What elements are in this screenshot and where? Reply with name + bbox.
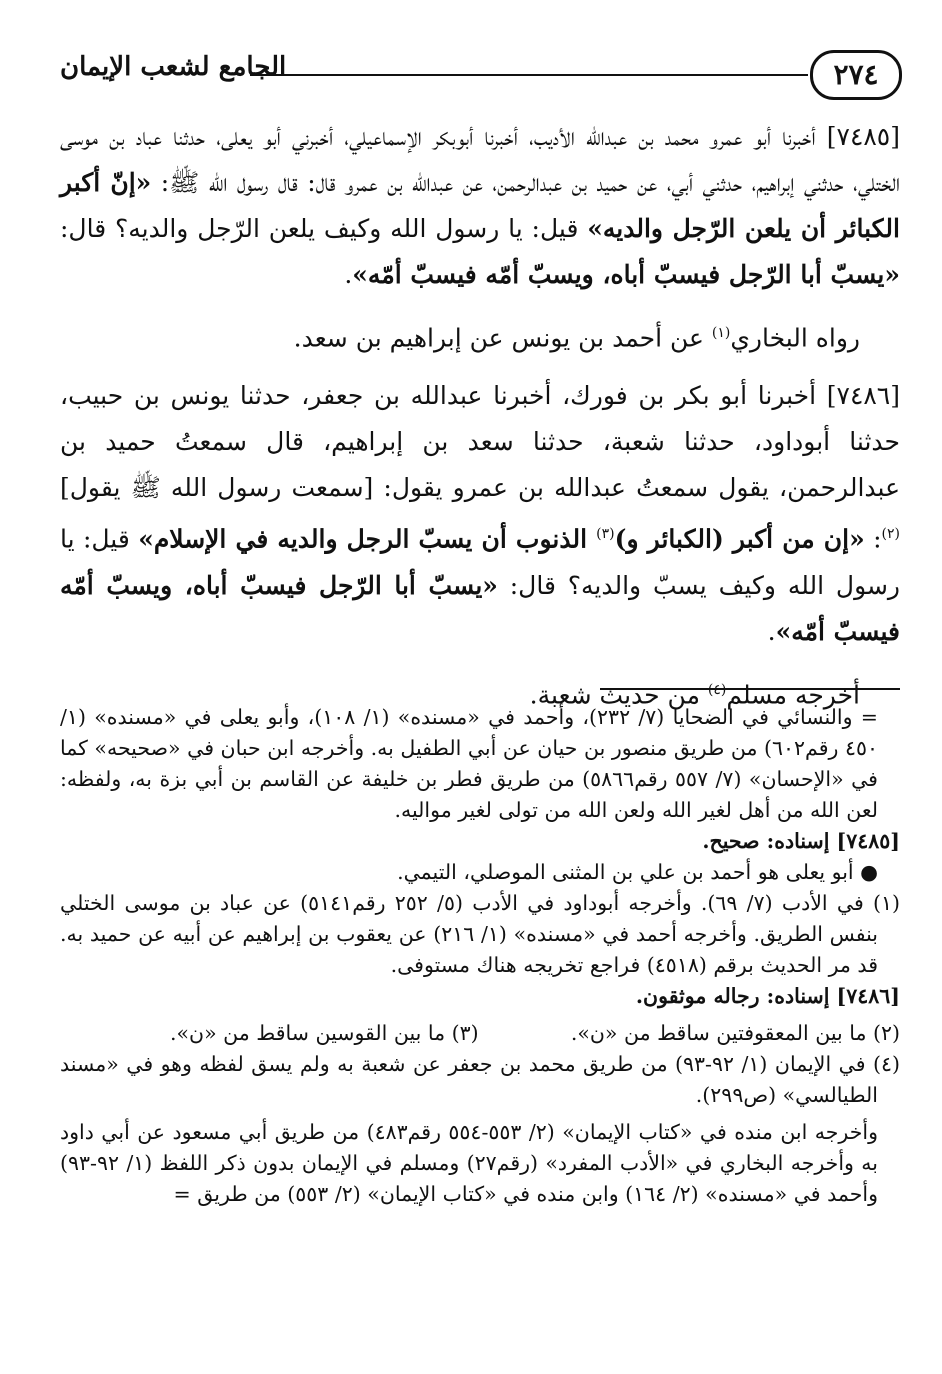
- isnad-grade-7486: [60, 981, 900, 1012]
- muslim-text-a: أخرجه مسلم: [726, 679, 860, 709]
- hadith-7486-colon: :: [864, 524, 882, 554]
- hadith-7486-matn-2: الذنوب أن يسبّ الرجل والديه في الإسلام»: [138, 524, 597, 554]
- footnote-1: (١) في الأدب (٧/ ٦٩). وأخرجه أبوداود في الأدب (٥/ ٢٥٢ رقم٥١٤١) عن عباد بن موسى الختلي بنفس الطريق. وأخرجه أحمد في «مسنده» (١/ ٢١٦) عن يعقوب بن إبراهيم عن أبيه عن حميد به. قد مر الحديث برقم (٤٥١٨) فراجع تخريجه هناك مستوفى.: [60, 891, 900, 977]
- hadith-7485-isnad: [٧٤٨٥] أخبرنا أبو عمرو محمد بن عبدالله الأديب، أخبرنا أبوبكر الإسماعيلي، أخبرني أبو يعلى، حدثنا عباد بن موسى الختلي، حدثني إبراهيم، حدثني أبي، عن حميد بن عبدالرحمن، عن عبدالله بن عمرو قال: قال رسول الله ﷺ:: [60, 122, 900, 197]
- isnad-value-7486: رجاله موثقون.: [635, 984, 767, 1008]
- footnote-ref-3[interactable]: (٣): [596, 526, 615, 543]
- bukhari-text-a: رواه البخاري: [730, 323, 860, 353]
- hadith-7485-matn-2: «يسبّ أبا الرّجل فيسبّ أباه، ويسبّ أمّه فيسبّ أمّه»: [352, 260, 900, 289]
- hadith-7486-end: .: [767, 616, 776, 646]
- hadith-7485-matn-1: «إنّ أكبر الكبائر أن يلعن الرّجل والديه»: [60, 168, 900, 243]
- hadith-7486-matn-1: «إن من أكبر (الكبائر و): [614, 524, 865, 554]
- main-text: [60, 114, 900, 718]
- isnad-value-7485: صحيح.: [702, 829, 767, 853]
- footnote-4: (٤) في الإيمان (١/ ٩٢-٩٣) من طريق محمد بن جعفر عن شعبة به ولم يسق لفظه وهو في «مسند الطيالسي» (ص٢٩٩).: [60, 1052, 900, 1107]
- bukhari-text-b: عن أحمد بن يونس عن إبراهيم بن سعد.: [293, 323, 712, 353]
- footnote-2: (٢) ما بين المعقوفتين ساقط من «ن».: [570, 1021, 900, 1045]
- page-header: [60, 40, 880, 104]
- footnote-ref-4[interactable]: (٤): [707, 681, 727, 698]
- hadith-7486: [60, 373, 900, 654]
- hadith-7486-question: قيل: يا رسول الله وكيف يسبّ والديه؟ قال:: [60, 524, 900, 600]
- footnotes-2-3: [60, 1018, 900, 1049]
- footnote-ref-1[interactable]: (١): [711, 325, 731, 341]
- footnote-divider: [600, 688, 900, 690]
- hadith-7485-end: .: [344, 260, 353, 289]
- footnote-continuation: = والنسائي في الضحايا (٧/ ٢٣٢)، وأحمد في «مسنده» (١/ ١٠٨)، وأبو يعلى في «مسنده» (١/ ٤٥٠ رقم٦٠٢) من طريق منصور بن حيان عن أبي الطفيل به. وأخرجه ابن حبان في «صحيحه» كما في «الإحسان» (٧/ ٥٥٧ رقم٥٨٦٦) من طريق فطر بن خليفة عن القاسم بن أبي بزة به، ولفظه: لعن الله من أهل لغير الله ولعن الله من تولى لغير مواليه.: [60, 705, 878, 822]
- footnote-ref-2[interactable]: (٢): [881, 526, 900, 543]
- hadith-7485: [60, 114, 900, 298]
- page-number: ٢٧٤: [810, 50, 902, 100]
- hadith-7485-question: قيل: يا رسول الله وكيف يلعن الرّجل والديه؟ قال:: [60, 214, 588, 243]
- hadith-7486-matn-3: «يسبّ أبا الرّجل فيسبّ أباه، ويسبّ أمّه فيسبّ أمّه»: [60, 570, 900, 646]
- book-page: [60, 40, 900, 1340]
- isnad-label-7486: [٧٤٨٦] إسناده:: [766, 984, 900, 1008]
- footnote-4-continued: وأخرجه ابن منده في «كتاب الإيمان» (٢/ ٥٥٣-٥٥٤ رقم٤٨٣) من طريق أبي مسعود عن أبي داود به وأخرجه البخاري في «الأدب المفرد» (رقم٢٧) ومسلم في الإيمان بدون ذكر اللفظ (١/ ٩٢-٩٣) وأحمد في «مسنده» (٢/ ١٦٤) وابن منده في «كتاب الإيمان» (٢/ ٥٥٣) من طريق =: [60, 1120, 879, 1206]
- isnad-grade-7485: [60, 826, 900, 857]
- header-rule: [250, 74, 808, 76]
- bukhari-attribution: [60, 310, 900, 361]
- muslim-text-b: من حديث شعبة.: [529, 679, 708, 709]
- footnotes: [60, 702, 900, 1210]
- running-title: الجامع لشعب الإيمان: [60, 52, 287, 82]
- isnad-label-7485: [٧٤٨٥] إسناده:: [766, 829, 900, 853]
- narrator-note: ● أبو يعلى هو أحمد بن علي بن المثنى الموصلي، التيمي.: [397, 860, 878, 884]
- hadith-7486-isnad: [٧٤٨٦] أخبرنا أبو بكر بن فورك، أخبرنا عبدالله بن جعفر، حدثنا يونس بن حبيب، حدثنا أبوداود، حدثنا شعبة، حدثنا سعد بن إبراهيم، قال سمعتُ حميد بن عبدالرحمن، يقول سمعتُ عبدالله بن عمرو يقول: [سمعت رسول الله ﷺ يقول]: [60, 381, 900, 503]
- footnote-3: (٣) ما بين القوسين ساقط من «ن».: [170, 1021, 479, 1045]
